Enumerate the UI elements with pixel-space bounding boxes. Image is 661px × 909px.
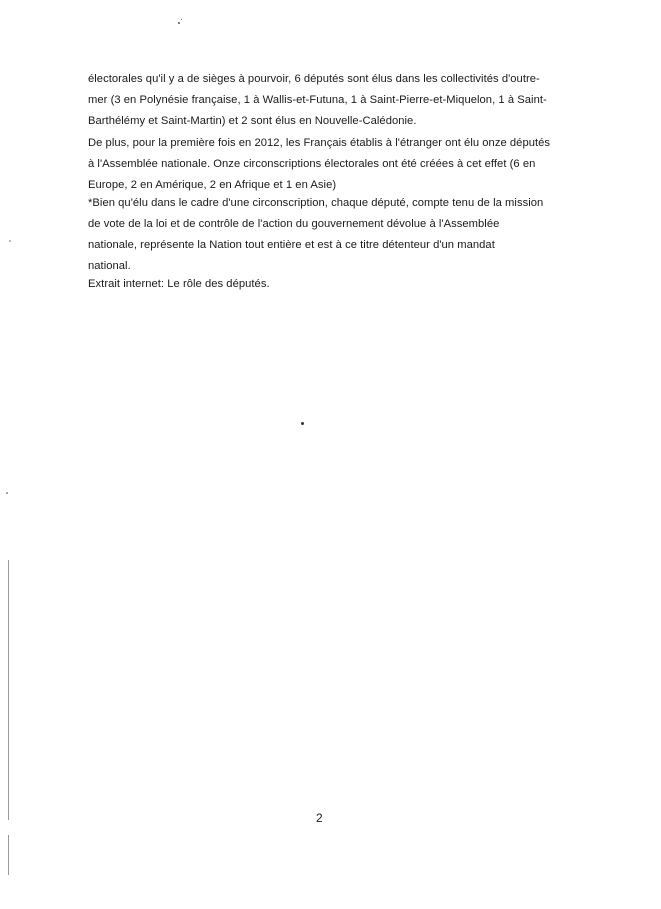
scan-edge-mark: [8, 560, 9, 820]
text-line: mer (3 en Polynésie française, 1 à Wallis-et-Futuna, 1 à Saint-Pierre-et-Miquelon, 1 à Saint-: [88, 94, 547, 106]
paragraph-overseas-deputies: [88, 69, 548, 132]
scan-speck: [181, 19, 182, 20]
paragraph-national-mandate-note: [88, 193, 548, 277]
scan-speck: [301, 422, 304, 425]
paragraph-french-abroad: [88, 133, 551, 196]
text-line: Extrait internet: Le rôle des députés.: [88, 278, 270, 290]
text-line: électorales qu'il y a de sièges à pourvoir, 6 députés sont élus dans les collectivités d'outre-: [88, 73, 540, 85]
page-number: 2: [316, 811, 323, 825]
text-line: De plus, pour la première fois en 2012, les Français établis à l'étranger ont élu onze députés: [88, 137, 551, 149]
text-line: nationale, représente la Nation tout entière et est à ce titre détenteur d'un mandat: [88, 239, 495, 251]
scan-speck: [9, 240, 11, 242]
text-line: à l'Assemblée nationale. Onze circonscriptions électorales ont été créées à cet effet (6 en: [88, 158, 536, 170]
scan-speck: [178, 22, 180, 24]
text-line: *Bien qu'élu dans le cadre d'une circonscription, chaque député, compte tenu de la mission: [88, 197, 544, 209]
scan-speck: [6, 492, 8, 494]
source-citation: [88, 274, 548, 295]
text-line: de vote de la loi et de contrôle de l'action du gouvernement dévolue à l'Assemblée: [88, 218, 500, 230]
text-line: Europe, 2 en Amérique, 2 en Afrique et 1 en Asie): [88, 179, 337, 191]
scan-edge-mark: [8, 835, 9, 875]
text-line: Barthélémy et Saint-Martin) et 2 sont élus en Nouvelle-Calédonie.: [88, 115, 417, 127]
text-line: national.: [88, 260, 131, 272]
